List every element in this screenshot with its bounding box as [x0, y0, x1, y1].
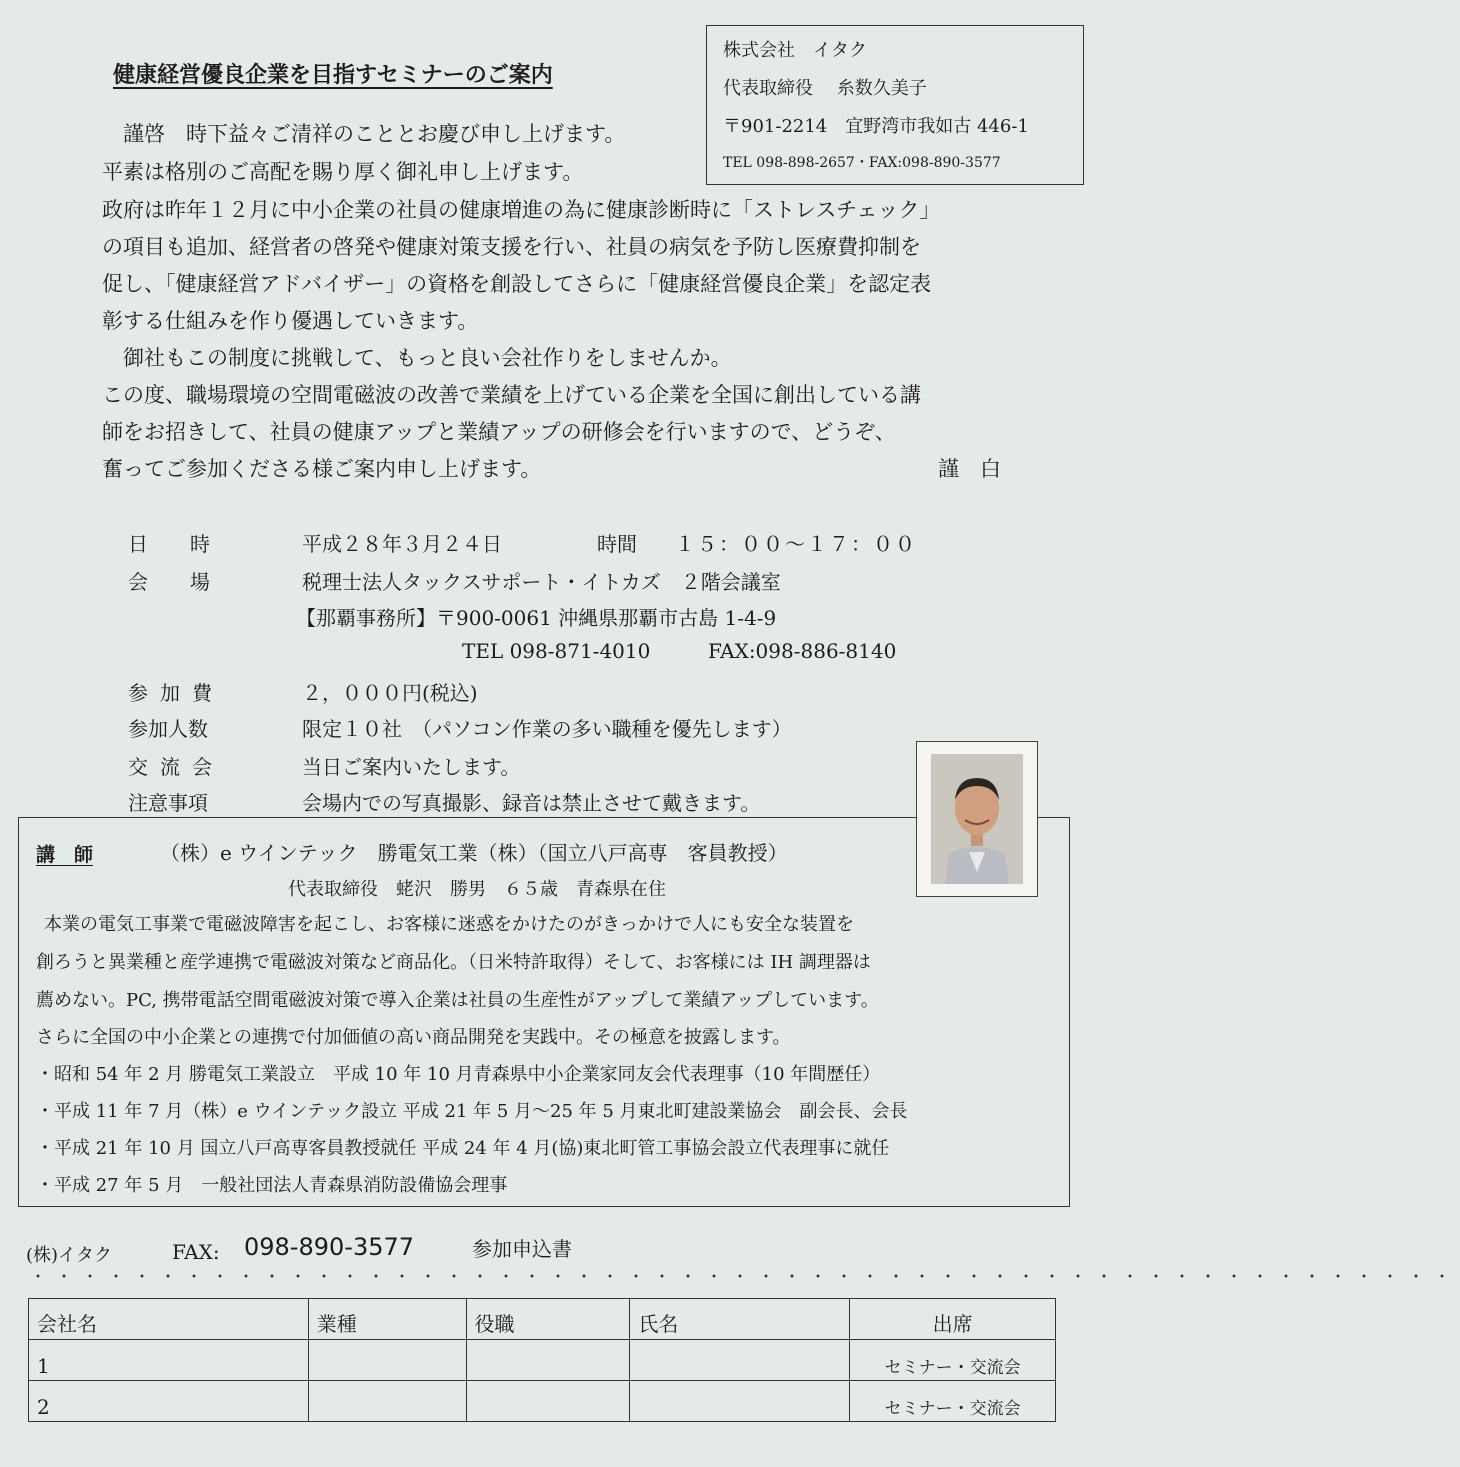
table-row [29, 1340, 1056, 1381]
column-header: 会社名 [29, 1299, 309, 1340]
column-header: 業種 [308, 1299, 466, 1340]
page-title: 健康経営優良企業を目指すセミナーのご案内 [113, 62, 553, 88]
instructor-description-line: さらに全国の中小企業との連携で付加価値の高い商品開発を実践中。その極意を披露します。 [36, 1027, 791, 1048]
cut-line: ・・・・・・・・・・・・・・・・・・・・・・・・・・・・・・・・・・・・・・・・・・・・・・・・・・・・・・・ [30, 1267, 1460, 1286]
table-row [29, 1381, 1056, 1422]
instructor-label: 講 師 [36, 844, 94, 866]
social-value: 当日ご案内いたします。 [302, 755, 521, 779]
social-label: 交流会 [128, 755, 224, 779]
form-company: (株)イタク [26, 1245, 113, 1266]
venue-fax: FAX:098-886-8140 [708, 639, 897, 663]
table-header-row [29, 1299, 1056, 1340]
history-item: ・昭和 54 年 2 月 勝電気工業設立 平成 10 年 10 月青森県中小企業家同友会代表理事（10 年間歴任） [36, 1064, 881, 1085]
company-address: 〒901-2214 宜野湾市我如古 446-1 [723, 116, 1029, 137]
venue-value: 税理士法人タックスサポート・イトカズ ２階会議室 [302, 570, 781, 594]
name-cell[interactable] [630, 1381, 850, 1422]
closing: 謹 白 [938, 457, 1001, 481]
history-item: ・平成 21 年 10 月 国立八戸高専客員教授就任 平成 24 年 4 月(協)東北町管工事協会設立代表理事に就任 [36, 1138, 890, 1159]
position-cell[interactable] [466, 1340, 630, 1381]
body-line: 御社もこの制度に挑戦して、もっと良い会社作りをしませんか。 [102, 346, 732, 370]
history-item: ・平成 11 年 7 月（株）e ウインテック設立 平成 21 年 5 月～25 年 5 月東北町建設業協会 副会長、会長 [36, 1101, 908, 1122]
industry-cell[interactable] [308, 1381, 466, 1422]
form-fax-number: 098-890-3577 [244, 1233, 415, 1261]
venue-office: 【那覇事務所】〒900-0061 沖縄県那覇市古島 1-4-9 [296, 606, 777, 630]
instructor-affiliation: （株）e ウインテック 勝電気工業（株）（国立八戸高専 客員教授） [160, 841, 788, 865]
capacity-label: 参加人数 [128, 717, 208, 741]
industry-cell[interactable] [308, 1340, 466, 1381]
time-label: 時間 [597, 532, 637, 556]
application-table [28, 1298, 1056, 1422]
time-value: １５：００～１７：００ [675, 532, 917, 556]
instructor-description-line: 創ろうと異業種と産学連携で電磁波対策など商品化。（日米特許取得）そして、お客様には IH 調理器は [36, 952, 871, 973]
company-representative: 代表取締役 糸数久美子 [723, 78, 927, 99]
body-line: この度、職場環境の空間電磁波の改善で業績を上げている企業を全国に創出している講 [102, 383, 921, 407]
instructor-description-line: 薦めない。PC, 携帯電話空間電磁波対策で導入企業は社員の生産性がアップして業績アップしています。 [36, 990, 879, 1011]
row-number[interactable]: 2 [29, 1381, 309, 1422]
column-header: 出席 [850, 1299, 1056, 1340]
attendance-option[interactable]: セミナー・交流会 [850, 1381, 1056, 1422]
body-line: 平素は格別のご高配を賜り厚く御礼申し上げます。 [102, 160, 584, 184]
instructor-description-line: 本業の電気工事業で電磁波障害を起こし、お客様に迷惑をかけたのがきっかけで人にも安全な装置を [44, 914, 854, 935]
body-line: 謹啓 時下益々ご清祥のこととお慶び申し上げます。 [102, 122, 626, 146]
date-label: 日時 [128, 532, 252, 556]
date-value: 平成２８年３月２４日 [302, 532, 502, 556]
instructor-photo [916, 741, 1038, 897]
name-cell[interactable] [630, 1340, 850, 1381]
company-info-box [706, 25, 1084, 185]
body-line: 師をお招きして、社員の健康アップと業績アップの研修会を行いますので、どうぞ、 [102, 420, 896, 444]
attendance-option[interactable]: セミナー・交流会 [850, 1340, 1056, 1381]
venue-tel: TEL 098-871-4010 [462, 639, 651, 663]
column-header: 氏名 [630, 1299, 850, 1340]
notes-label: 注意事項 [128, 791, 208, 815]
portrait-image [931, 754, 1023, 884]
capacity-value: 限定１０社 （パソコン作業の多い職種を優先します） [302, 717, 792, 741]
instructor-profile: 代表取締役 蛯沢 勝男 ６５歳 青森県在住 [288, 879, 666, 900]
form-title: 参加申込書 [472, 1237, 572, 1261]
row-number[interactable]: 1 [29, 1340, 309, 1381]
body-line: 促し、「健康経営アドバイザー」の資格を創設してさらに「健康経営優良企業」を認定表 [102, 272, 932, 296]
body-line: 政府は昨年１２月に中小企業の社員の健康増進の為に健康診断時に「ストレスチェック」 [102, 198, 941, 222]
company-contact: TEL 098-898-2657・FAX:098-890-3577 [723, 155, 1001, 171]
column-header: 役職 [466, 1299, 630, 1340]
company-name: 株式会社 イタク [723, 40, 867, 61]
venue-label: 会場 [128, 570, 252, 594]
position-cell[interactable] [466, 1381, 630, 1422]
body-line: の項目も追加、経営者の啓発や健康対策支援を行い、社員の病気を予防し医療費抑制を [102, 235, 921, 259]
fee-value: ２，０００円(税込) [302, 681, 478, 705]
body-line: 彰する仕組みを作り優遇していきます。 [102, 309, 479, 333]
body-line: 奮ってご参加くださる様ご案内申し上げます。 [102, 457, 542, 481]
fee-label: 参加費 [128, 681, 224, 705]
history-item: ・平成 27 年 5 月 一般社団法人青森県消防設備協会理事 [36, 1175, 508, 1196]
form-fax-label: FAX: [172, 1240, 220, 1264]
notes-value: 会場内での写真撮影、録音は禁止させて戴きます。 [302, 791, 761, 815]
